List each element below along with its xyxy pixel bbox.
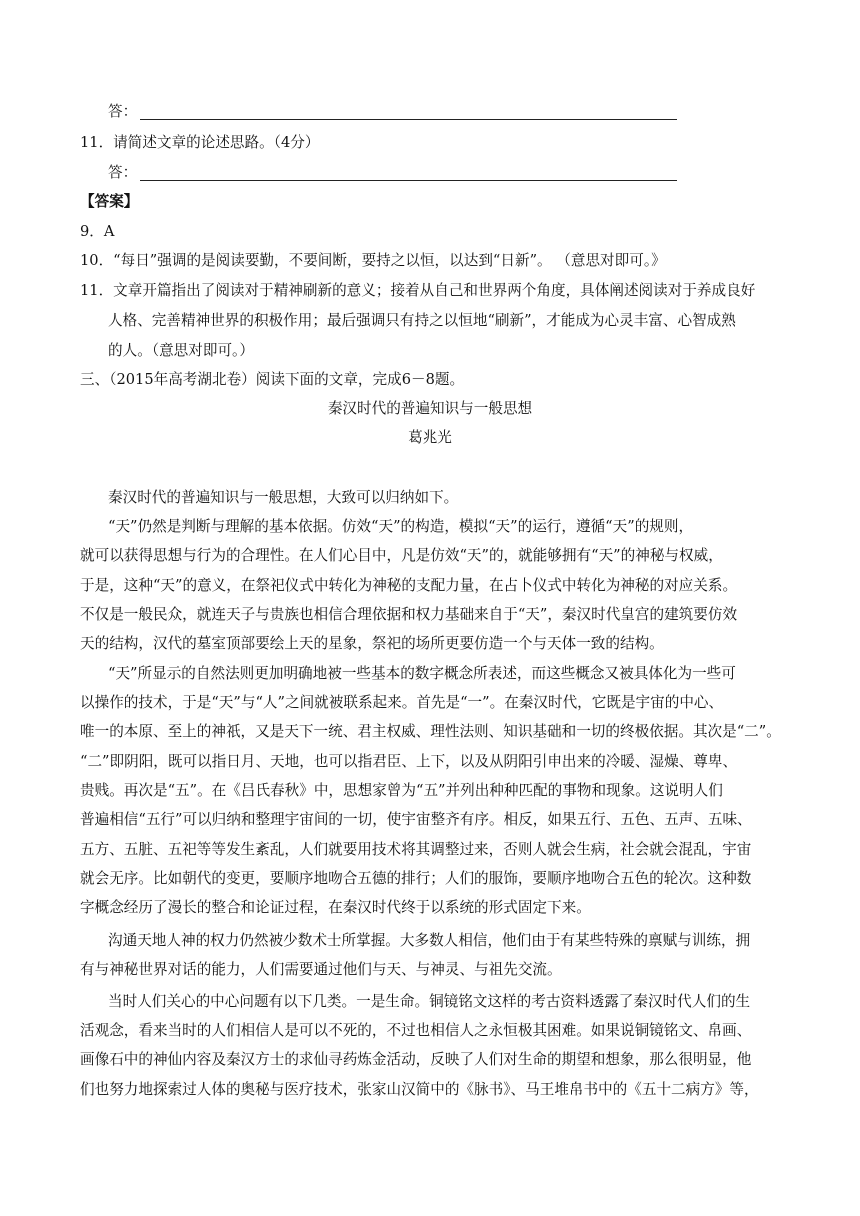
- paragraph-3-line-2: 以操作的技术，于是“天”与“人”之间就被联系起来。首先是“一”。在秦汉时代，它既是宇宙的中心、: [80, 694, 724, 711]
- answer-11-line-1: 11．文章开篇指出了阅读对于精神刷新的意义；接着从自己和世界两个角度，具体阐述阅读对于养成良好: [80, 282, 756, 299]
- paragraph-2-line-1: “天”仍然是判断与理解的基本依据。仿效“天”的构造，模拟“天”的运行，遵循“天”的规则，: [108, 518, 694, 535]
- answer-10: 10．“每日”强调的是阅读要勤，不要间断，要持之以恒，以达到“日新”。 （意思对即可。》: [80, 252, 666, 269]
- paragraph-3-line-9: 字概念经历了漫长的整合和论证过程，在秦汉时代终于以系统的形式固定下来。: [80, 899, 591, 916]
- question-11: 11．请简述文章的论述思路。（4分）: [80, 134, 320, 151]
- answer-11-line-2: 人格、完善精神世界的积极作用；最后强调只有持之以恒地“刷新”，才能成为心灵丰富、心智成熟: [108, 312, 736, 329]
- paragraph-2-line-5: 天的结构，汉代的墓室顶部要绘上天的星象，祭祀的场所更要仿造一个与天体一致的结构。: [80, 635, 664, 652]
- answer-11-line-3: 的人。（意思对即可。）: [108, 342, 254, 359]
- paragraph-4-line-2: 有与神秘世界对话的能力，人们需要通过他们与天、与神灵、与祖先交流。: [80, 961, 562, 978]
- paragraph-3-line-1: “天”所显示的自然法则更加明确地被一些基本的数字概念所表述，而这些概念又被具体化为一些可: [108, 665, 736, 682]
- answer-blank-line[interactable]: [140, 180, 677, 181]
- paragraph-3-line-4: “二”即阴阳，既可以指日月、天地，也可以指君臣、上下，以及从阴阳引申出来的冷暖、湿燥、尊卑、: [80, 753, 738, 770]
- paragraph-3-line-8: 就会无序。比如朝代的变更，要顺序地吻合五德的排行；人们的服饰，要顺序地吻合五色的轮次。这种数: [80, 870, 752, 887]
- article-author: 葛兆光: [408, 429, 452, 446]
- paragraph-2-line-3: 于是，这种“天”的意义，在祭祀仪式中转化为神秘的支配力量，在占卜仪式中转化为神秘的对应关系。: [80, 577, 738, 594]
- paragraph-1-line-1: 秦汉时代的普遍知识与一般思想，大致可以归纳如下。: [108, 489, 459, 506]
- section-3-heading: 三、（2015年高考湖北卷）阅读下面的文章，完成6－8题。: [80, 371, 465, 388]
- paragraph-5-line-1: 当时人们关心的中心问题有以下几类。一是生命。铜镜铭文这样的考古资料透露了秦汉时代人们的生: [108, 993, 751, 1010]
- paragraph-2-line-4: 不仅是一般民众，就连天子与贵族也相信合理依据和权力基础来自于“天”，秦汉时代皇宫的建筑要仿效: [80, 606, 738, 623]
- paragraph-3-line-3: 唯一的本原、至上的神祇，又是天下一统、君主权威、理性法则、知识基础和一切的终极依据。其次是“二”。: [80, 723, 781, 740]
- paragraph-5-line-2: 活观念，看来当时的人们相信人是可以不死的，不过也相信人之永恒极其困难。如果说铜镜铭文、帛画、: [80, 1022, 752, 1039]
- answer-header: 【答案】: [80, 193, 139, 210]
- answer-label: 答：: [108, 164, 138, 181]
- paragraph-5-line-3: 画像石中的神仙内容及秦汉方士的求仙寻药炼金活动，反映了人们对生命的期望和想象，那么很明显，他: [80, 1051, 752, 1068]
- answer-blank-line[interactable]: [140, 119, 677, 120]
- answer-9: 9．A: [80, 223, 115, 240]
- paragraph-3-line-5: 贵贱。再次是“五”。在《吕氏春秋》中，思想家曾为“五”并列出种种匹配的事物和现象。这说明人们: [80, 782, 723, 799]
- paragraph-2-line-2: 就可以获得思想与行为的合理性。在人们心目中，凡是仿效“天”的，就能够拥有“天”的神秘与权威，: [80, 547, 723, 564]
- paragraph-3-line-7: 五方、五脏、五祀等等发生紊乱，人们就要用技术将其调整过来，否则人就会生病，社会就会混乱，宇宙: [80, 841, 752, 858]
- paragraph-5-line-4: 们也努力地探索过人体的奥秘与医疗技术，张家山汉简中的《脉书》、马王堆帛书中的《五十二病方》等，: [80, 1081, 759, 1098]
- answer-label: 答：: [108, 103, 138, 120]
- paragraph-3-line-6: 普遍相信“五行”可以归纳和整理宇宙间的一切，使宇宙整齐有序。相反，如果五行、五色、五声、五味、: [80, 811, 752, 828]
- article-title: 秦汉时代的普遍知识与一般思想: [327, 400, 533, 417]
- paragraph-4-line-1: 沟通天地人神的权力仍然被少数术士所掌握。大多数人相信，他们由于有某些特殊的禀赋与训练，拥: [108, 932, 751, 949]
